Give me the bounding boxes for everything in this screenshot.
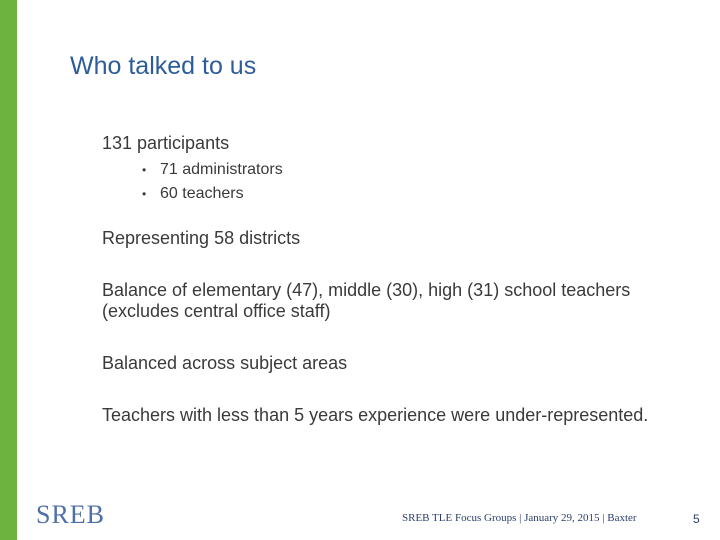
sub-item-teachers xyxy=(142,182,662,206)
experience-item: Teachers with less than 5 years experience were under-represented. xyxy=(102,405,649,425)
accent-bar xyxy=(0,0,17,540)
sub-item-label: 60 teachers xyxy=(160,185,244,202)
participants-breakdown xyxy=(102,158,662,206)
subjects-item: Balanced across subject areas xyxy=(102,353,348,373)
slide-content xyxy=(102,133,662,426)
bullet-icon: • xyxy=(142,163,147,177)
participants-item: 131 participants xyxy=(102,133,230,153)
footer-text: SREB TLE Focus Groups | January 29, 2015 | Baxter xyxy=(402,512,637,524)
sub-item-administrators xyxy=(142,158,662,182)
districts-item: Representing 58 districts xyxy=(102,228,301,248)
sub-item-label: 71 administrators xyxy=(160,161,283,178)
slide-title: Who talked to us xyxy=(70,52,257,80)
bullet-icon: • xyxy=(142,187,147,201)
balance-item: Balance of elementary (47), middle (30), high (31) school teachers (excludes central office staff) xyxy=(102,280,631,321)
page-number: 5 xyxy=(693,512,700,526)
sreb-logo: SREB xyxy=(36,500,106,529)
